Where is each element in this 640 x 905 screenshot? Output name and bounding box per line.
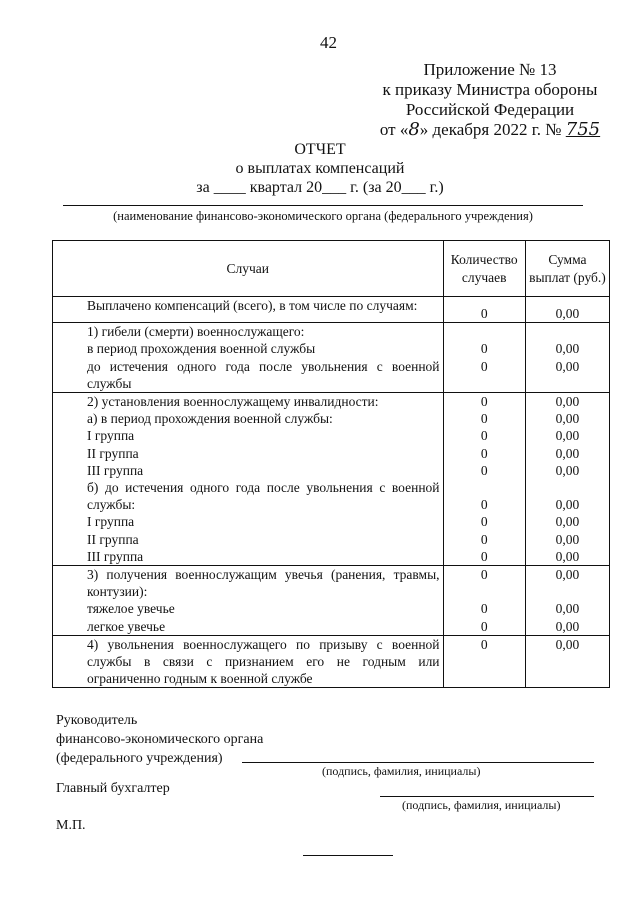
row-sum: 0,00: [525, 393, 609, 411]
row-count: 0: [443, 566, 525, 601]
table-row: [53, 410, 610, 427]
report-title: ОТЧЕТ: [294, 141, 346, 158]
row-label: 2) установления военнослужащему инвалидности:: [53, 393, 444, 411]
footer-rule: [303, 855, 393, 856]
table-row: [53, 323, 610, 341]
date-mid: » декабря 2022 г. №: [419, 120, 562, 139]
report-subtitle: о выплатах компенсаций: [235, 160, 405, 177]
head-title-line2: финансово-экономического органа: [56, 732, 264, 747]
row-count: 0: [443, 548, 525, 566]
row-sum: 0,00: [525, 297, 609, 323]
table-row: [53, 393, 610, 411]
row-label: а) в период прохождения военной службы:: [53, 410, 444, 427]
date-prefix: от «: [379, 120, 409, 139]
row-label: 1) гибели (смерти) военнослужащего:: [53, 323, 444, 341]
head-signature-block: [56, 711, 263, 768]
annex-line1: Приложение № 13: [423, 60, 557, 79]
row-label: II группа: [53, 445, 444, 462]
row-label: б) до истечения одного года после увольнения с военной службы:: [53, 479, 444, 513]
row-count: 0: [443, 479, 525, 513]
row-count: 0: [443, 462, 525, 479]
head-signature-caption: (подпись, фамилия, инициалы): [322, 764, 481, 778]
report-period: за ____ квартал 20___ г. (за 20___ г.): [196, 179, 444, 196]
row-sum: 0,00: [525, 566, 609, 601]
row-label: III группа: [53, 462, 444, 479]
row-sum: 0,00: [525, 358, 609, 393]
row-label: тяжелое увечье: [53, 600, 444, 617]
row-count: 0: [443, 358, 525, 393]
table-row: [53, 618, 610, 636]
annex-line2: к приказу Министра обороны: [382, 80, 598, 99]
header-count: Количество случаев: [443, 241, 525, 297]
org-name-caption: (наименование финансово-экономического органа (федерального учреждения): [113, 209, 533, 223]
row-label: в период прохождения военной службы: [53, 340, 444, 357]
row-label: I группа: [53, 427, 444, 444]
row-count: 0: [443, 340, 525, 357]
row-count: 0: [443, 393, 525, 411]
row-count: 0: [443, 445, 525, 462]
table-row: [53, 445, 610, 462]
row-count: 0: [443, 513, 525, 530]
accountant-signature-line: [380, 796, 594, 797]
row-sum: 0,00: [525, 427, 609, 444]
row-sum: 0,00: [525, 513, 609, 530]
table-row: [53, 340, 610, 357]
report-heading: [0, 140, 640, 197]
table-row: [53, 358, 610, 393]
row-label: III группа: [53, 548, 444, 566]
row-label: I группа: [53, 513, 444, 530]
head-signature-line: [242, 762, 594, 763]
row-sum: 0,00: [525, 548, 609, 566]
table-row: [53, 427, 610, 444]
table-row: [53, 297, 610, 323]
accountant-signature-caption: (подпись, фамилия, инициалы): [402, 798, 561, 812]
row-count: 0: [443, 618, 525, 636]
annex-line3: Российской Федерации: [405, 100, 575, 119]
order-number-handwritten: 755: [565, 119, 601, 140]
row-label: Выплачено компенсаций (всего), в том числе по случаям:: [53, 297, 444, 323]
row-sum: 0,00: [525, 635, 609, 688]
row-sum: 0,00: [525, 531, 609, 548]
accountant-label: Главный бухгалтер: [56, 781, 170, 796]
stamp-placeholder: М.П.: [56, 818, 86, 833]
table-row: [53, 566, 610, 601]
annex-date-line: [360, 120, 620, 140]
row-sum: 0,00: [525, 410, 609, 427]
header-cases: Случаи: [53, 241, 444, 297]
table-row: [53, 635, 610, 688]
row-count: [443, 323, 525, 341]
table-row: [53, 600, 610, 617]
row-sum: 0,00: [525, 600, 609, 617]
header-sum: Сумма выплат (руб.): [525, 241, 609, 297]
row-count: 0: [443, 297, 525, 323]
row-label: 4) увольнения военнослужащего по призыву с военной службы в связи с признанием его не годным или ограниченно годным к военной службе: [53, 635, 444, 688]
table-row: [53, 513, 610, 530]
head-title-line3: (федерального учреждения): [56, 751, 223, 766]
table-row: [53, 479, 610, 513]
row-count: 0: [443, 427, 525, 444]
row-sum: 0,00: [525, 445, 609, 462]
table-row: [53, 462, 610, 479]
row-sum: [525, 323, 609, 341]
row-count: 0: [443, 531, 525, 548]
row-count: 0: [443, 410, 525, 427]
row-label: до истечения одного года после увольнения с военной службы: [53, 358, 444, 393]
row-label: II группа: [53, 531, 444, 548]
head-title-line1: Руководитель: [56, 713, 138, 728]
table-row: [53, 531, 610, 548]
row-sum: 0,00: [525, 618, 609, 636]
row-count: 0: [443, 600, 525, 617]
row-sum: 0,00: [525, 462, 609, 479]
row-sum: 0,00: [525, 479, 609, 513]
page-number: 42: [320, 33, 337, 52]
row-label: 3) получения военнослужащим увечья (ранения, травмы, контузии):: [53, 566, 444, 601]
row-count: 0: [443, 635, 525, 688]
date-day-handwritten: 8: [408, 119, 420, 140]
row-sum: 0,00: [525, 340, 609, 357]
annex-block: [360, 60, 620, 140]
compensation-table: [52, 240, 610, 688]
org-name-line: [63, 205, 583, 206]
row-label: легкое увечье: [53, 618, 444, 636]
table-row: [53, 548, 610, 566]
table-header-row: [53, 241, 610, 297]
